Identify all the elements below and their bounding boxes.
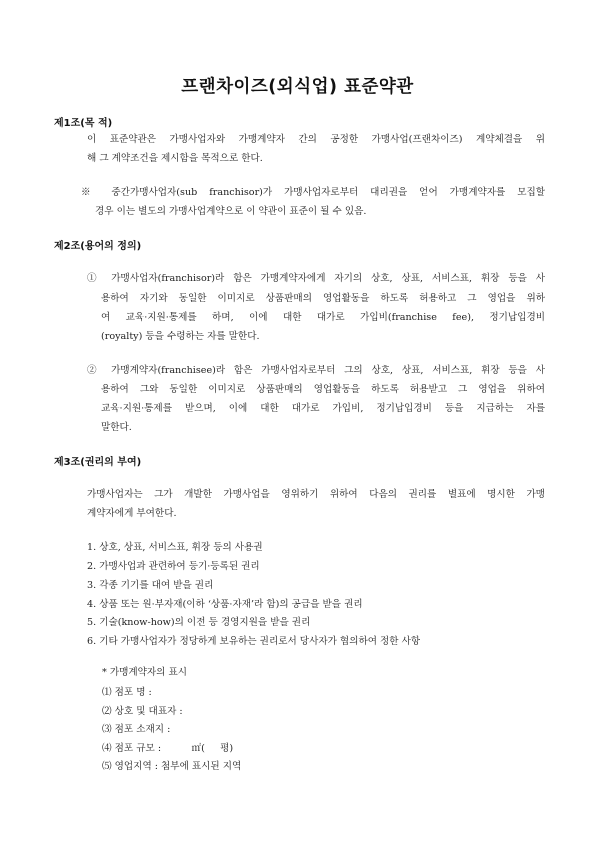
franchisee-display-item: ⑵ 상호 및 대표자 : [102,706,183,717]
article-2-item-2-line: ② 가맹계약자(franchisee)라 함은 가맹사업자로부터 그의 상호, 상표, 서비스표, 휘장 등을 사 [87,365,545,376]
article-2-item-1-line: ① 가맹사업자(franchisor)라 함은 가맹계약자에게 자기의 상호, 상표, 서비스표, 휘장 등을 사 [87,273,545,284]
article-3-list-item: 6. 기타 가맹사업자가 정당하게 보유하는 권리로서 당사자가 협의하여 정한 사항 [87,636,421,647]
franchisee-display-item: ⑴ 점포 명 : [102,687,152,698]
franchisee-display-item: ⑶ 점포 소재지 : [102,724,171,735]
article-3-list-item: 3. 각종 기기를 대여 받을 권리 [87,580,214,591]
article-2-item-1-line: 여 교육·지원·통제를 하며, 이에 대한 대가로 가입비(franchise fee), 정기납입경비 [101,312,545,323]
article-2-item-1-line: (royalty) 등을 수령하는 자를 말한다. [101,331,260,342]
franchisee-display-heading: * 가맹계약자의 표시 [102,667,188,678]
article-1-note-line: 경우 이는 별도의 가맹사업계약으로 이 약관이 표준이 될 수 있음. [95,206,367,217]
article-2-heading: 제2조(용어의 정의) [54,241,142,252]
article-3-list-item: 1. 상호, 상표, 서비스표, 휘장 등의 사용권 [87,542,263,553]
article-1-body-line: 이 표준약관은 가맹사업자와 가맹계약자 간의 공정한 가맹사업(프랜차이즈) 계약체결을 위 [87,134,545,145]
article-3-list-item: 4. 상품 또는 원·부자재(이하 ‘상품·자재’라 함)의 공급을 받을 권리 [87,599,363,610]
article-2-item-2-line: 용하여 그와 동일한 이미지로 상품판매의 영업활동을 하도록 허용받고 그 영업을 위하여 [101,384,545,395]
article-1-note-line: ※ 중간가맹사업자(sub franchisor)가 가맹사업자로부터 대리권을 얻어 가맹계약자를 모집할 [81,187,545,198]
article-1-heading: 제1조(목 적) [54,118,113,129]
document-title: 프랜차이즈(외식업) 표준약관 [181,77,414,97]
article-2-item-1-line: 용하여 자기와 동일한 이미지로 상품판매의 영업활동을 하도록 허용하고 그 영업을 위하 [101,293,545,304]
franchisee-display-item: ⑸ 영업지역 : 첨부에 표시된 지역 [102,761,242,772]
article-3-list-item: 2. 가맹사업과 관련하여 등기·등록된 권리 [87,561,260,572]
franchisee-display-item: ⑷ 점포 규모 : ㎡( 평) [102,743,234,754]
article-2-item-2-line: 교육·지원·통제를 받으며, 이에 대한 대가로 가입비, 정기납입경비 등을 지급하는 자를 [101,403,545,414]
article-3-intro-line: 가맹사업자는 그가 개발한 가맹사업을 영위하기 위하여 다음의 권리를 별표에 명시한 가맹 [87,489,545,500]
article-3-intro-line: 계약자에게 부여한다. [87,508,177,519]
article-3-heading: 제3조(권리의 부여) [54,457,142,468]
article-2-item-2-line: 말한다. [101,422,132,433]
article-3-list-item: 5. 기술(know-how)의 이전 등 경영지원을 받을 권리 [87,617,311,628]
article-1-body-line: 해 그 계약조건을 제시함을 목적으로 한다. [87,153,263,164]
